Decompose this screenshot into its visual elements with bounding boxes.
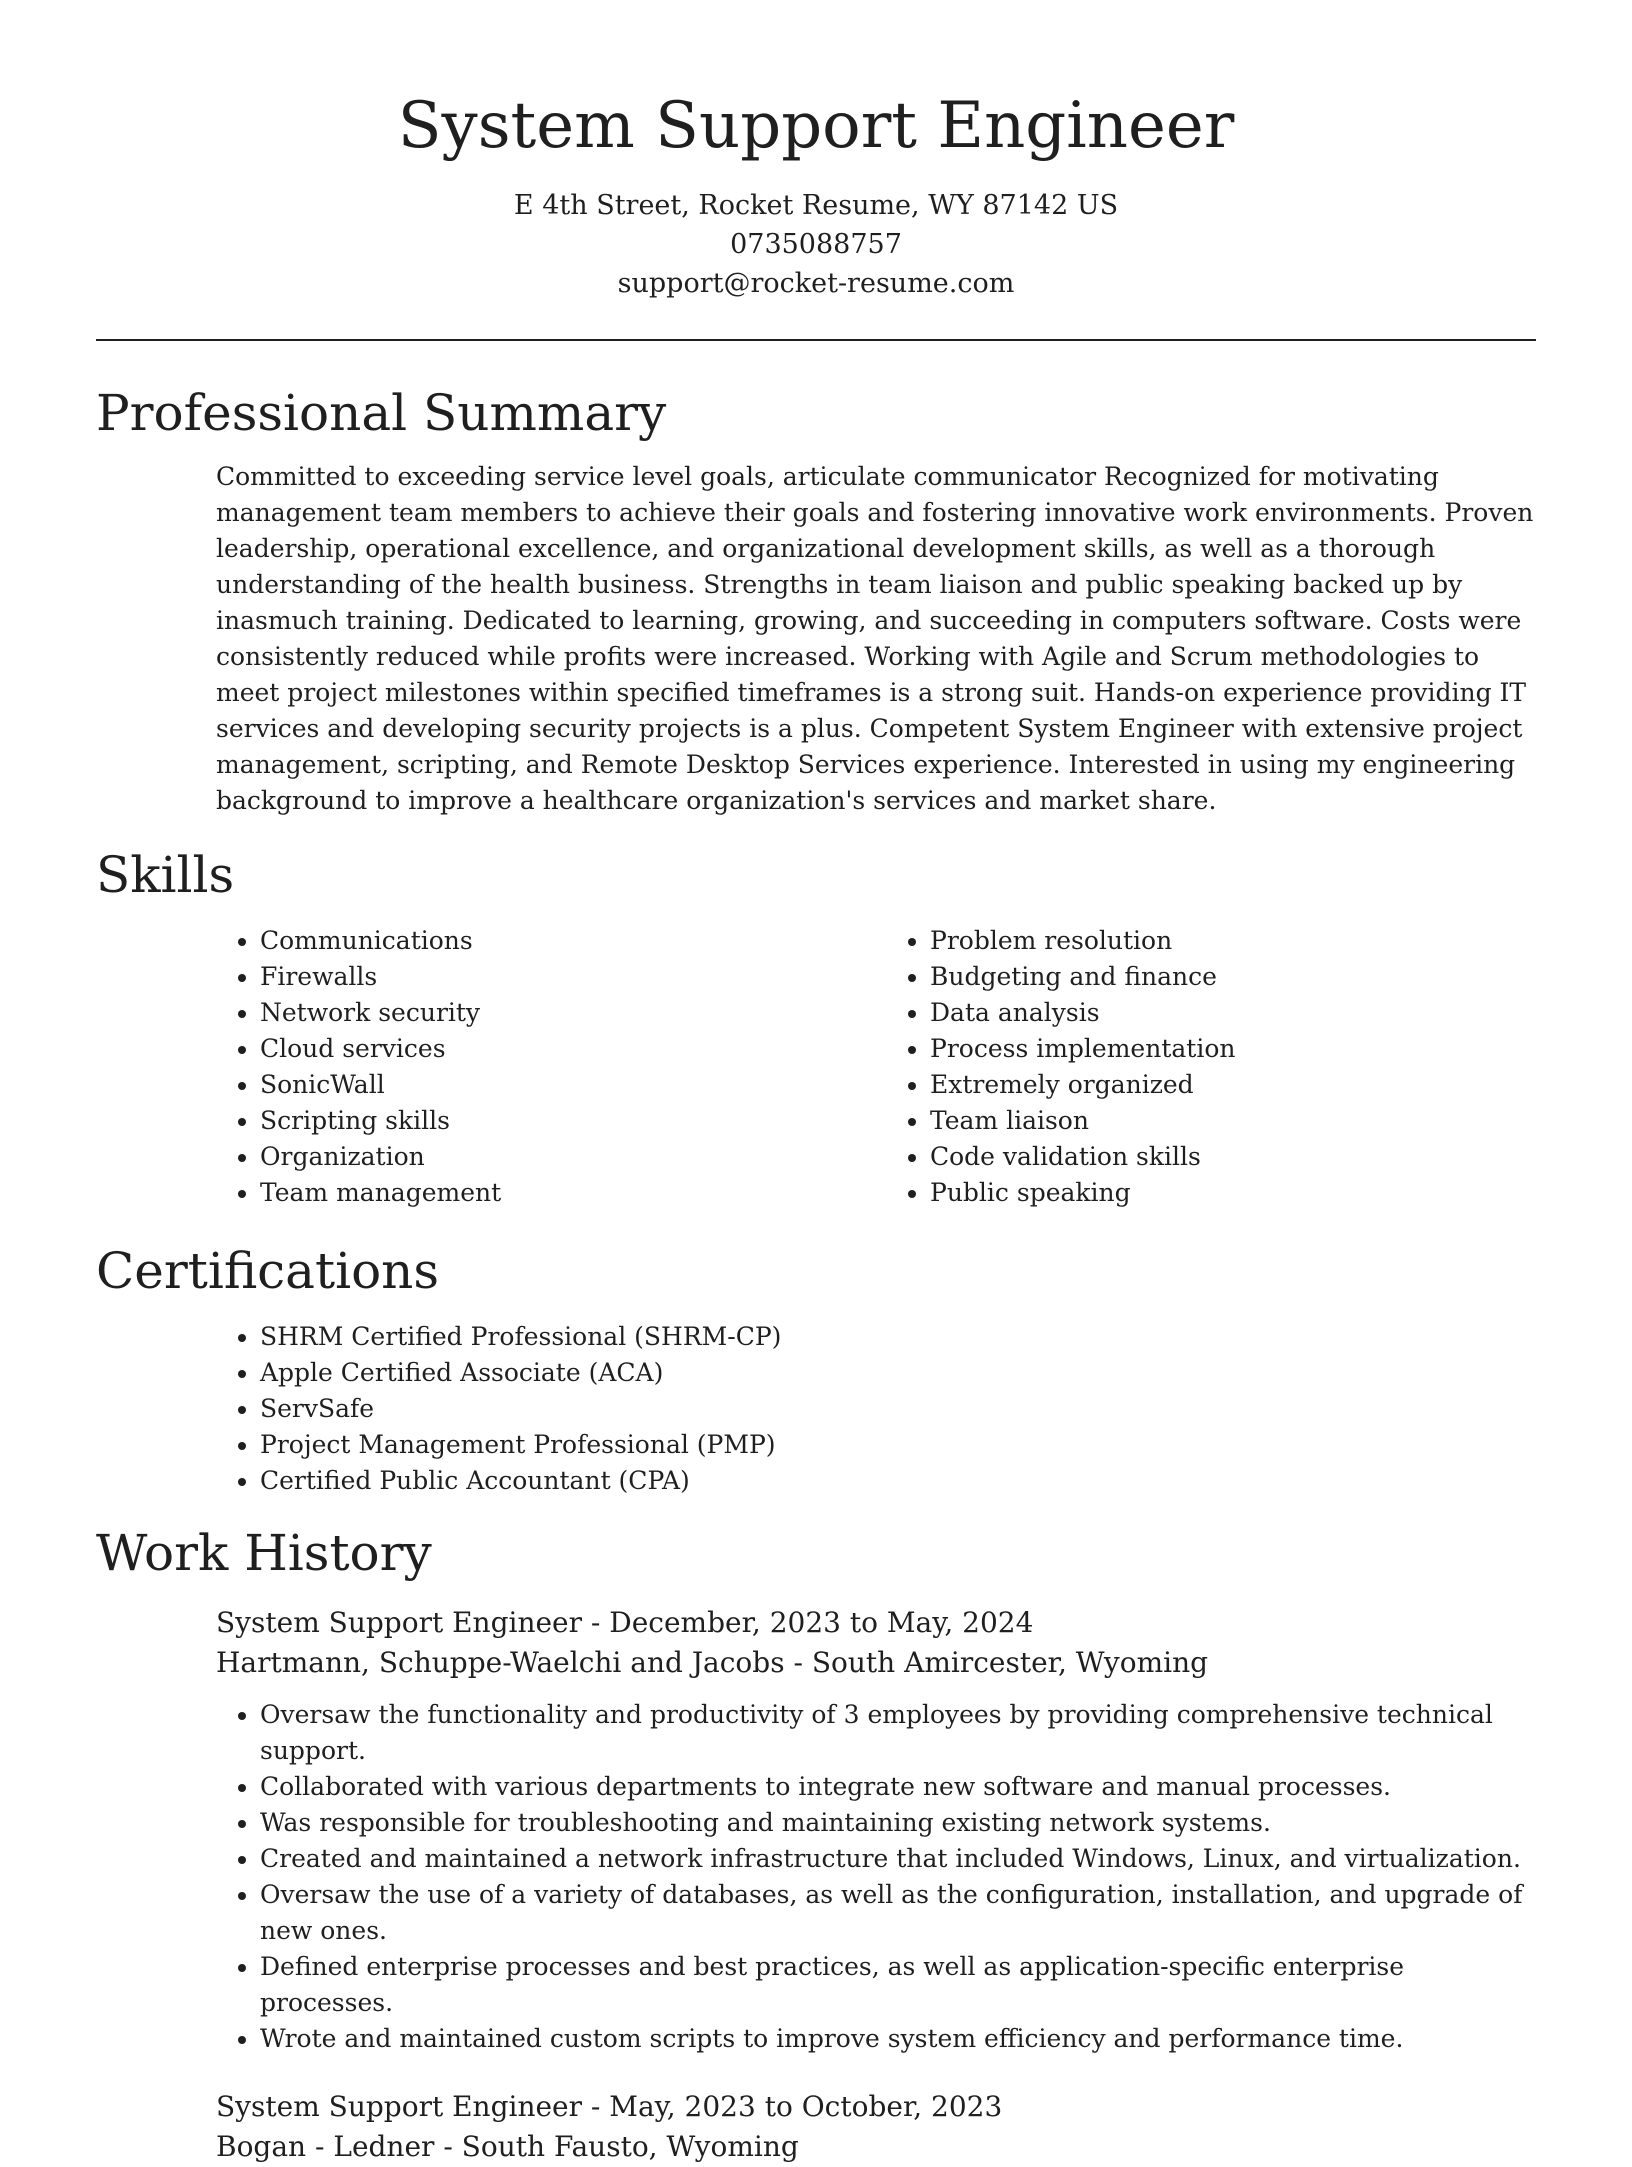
list-item: • Process implementation bbox=[930, 1031, 1580, 1067]
list-item: • Was responsible for troubleshooting and maintaining existing network systems. bbox=[260, 1805, 1536, 1841]
skills-heading: Skills bbox=[96, 846, 235, 904]
list-item: • Defined enterprise processes and best practices, as well as application-specific enterprise processes. bbox=[260, 1949, 1536, 2021]
work-history-heading: Work History bbox=[96, 1524, 432, 1582]
certifications-list bbox=[96, 1319, 1536, 1499]
list-item: • Organization bbox=[260, 1139, 910, 1175]
list-item: • Scripting skills bbox=[260, 1103, 910, 1139]
job-title-line: System Support Engineer - December, 2023 to May, 2024 bbox=[216, 1606, 1034, 1639]
list-item: • Code validation skills bbox=[930, 1139, 1580, 1175]
list-item: • Project Management Professional (PMP) bbox=[260, 1427, 1536, 1463]
list-item: • SonicWall bbox=[260, 1067, 910, 1103]
list-item: • Apple Certified Associate (ACA) bbox=[260, 1355, 1536, 1391]
job-company-line: Hartmann, Schuppe-Waelchi and Jacobs - South Amircester, Wyoming bbox=[216, 1646, 1209, 1679]
list-item: • Certified Public Accountant (CPA) bbox=[260, 1463, 1536, 1499]
list-item: • Extremely organized bbox=[930, 1067, 1580, 1103]
contact-address: E 4th Street, Rocket Resume, WY 87142 US bbox=[513, 190, 1119, 221]
list-item: • Team liaison bbox=[930, 1103, 1580, 1139]
job-entry bbox=[216, 2087, 1536, 2167]
resume-page bbox=[96, 0, 1536, 2167]
job-entry bbox=[216, 1603, 1536, 2057]
list-item: • Network security bbox=[260, 995, 910, 1031]
list-item: • Firewalls bbox=[260, 959, 910, 995]
list-item: • SHRM Certified Professional (SHRM-CP) bbox=[260, 1319, 1536, 1355]
summary-section bbox=[96, 381, 1536, 819]
contact-email[interactable]: support@rocket-resume.com bbox=[617, 268, 1015, 299]
page-title: System Support Engineer bbox=[397, 89, 1235, 163]
list-item: • Team management bbox=[260, 1175, 910, 1211]
header-divider bbox=[96, 339, 1536, 341]
skills-list-left bbox=[96, 923, 910, 1211]
list-item: • Collaborated with various departments to integrate new software and manual processes. bbox=[260, 1769, 1536, 1805]
list-item: • Oversaw the functionality and productivity of 3 employees by providing comprehensive technical support. bbox=[260, 1697, 1536, 1769]
job-bullets bbox=[216, 1697, 1536, 2057]
list-item: • Budgeting and finance bbox=[930, 959, 1580, 995]
list-item: • Oversaw the use of a variety of databases, as well as the configuration, installation, and upgrade of new ones. bbox=[260, 1877, 1536, 1949]
skills-columns bbox=[96, 923, 1536, 1211]
contact-block bbox=[96, 186, 1536, 303]
skills-list-right bbox=[910, 923, 1580, 1211]
skills-section bbox=[96, 843, 1536, 1211]
work-history-section bbox=[96, 1521, 1536, 2167]
summary-heading: Professional Summary bbox=[96, 384, 667, 442]
contact-phone: 0735088757 bbox=[730, 229, 902, 260]
certifications-section bbox=[96, 1239, 1536, 1499]
list-item: • Created and maintained a network infrastructure that included Windows, Linux, and virtualization. bbox=[260, 1841, 1536, 1877]
list-item: • ServSafe bbox=[260, 1391, 1536, 1427]
list-item: • Public speaking bbox=[930, 1175, 1580, 1211]
list-item: • Data analysis bbox=[930, 995, 1580, 1031]
certifications-heading: Certifications bbox=[96, 1242, 440, 1300]
list-item: • Communications bbox=[260, 923, 910, 959]
job-company-line: Bogan - Ledner - South Fausto, Wyoming bbox=[216, 2130, 799, 2163]
job-title-line: System Support Engineer - May, 2023 to October, 2023 bbox=[216, 2090, 1003, 2123]
list-item: • Wrote and maintained custom scripts to improve system efficiency and performance time. bbox=[260, 2021, 1536, 2057]
summary-text: Committed to exceeding service level goals, articulate communicator Recognized for motivating management team members to achieve their goals and fostering innovative work environments. Proven leadership, operational excellence, and organizational development skills, as well as a thorough understanding of the health business. Strengths in team liaison and public speaking backed up by inasmuch training. Dedicated to learning, growing, and succeeding in computers software. Costs were consistently reduced while profits were increased. Working with Agile and Scrum methodologies to meet project milestones within specified timeframes is a strong suit. Hands-on experience providing IT services and developing security projects is a plus. Competent System Engineer with extensive project management, scripting, and Remote Desktop Services experience. Interested in using my engineering background to improve a healthcare organization's services and market share. bbox=[216, 462, 1534, 815]
list-item: • Cloud services bbox=[260, 1031, 910, 1067]
list-item: • Problem resolution bbox=[930, 923, 1580, 959]
